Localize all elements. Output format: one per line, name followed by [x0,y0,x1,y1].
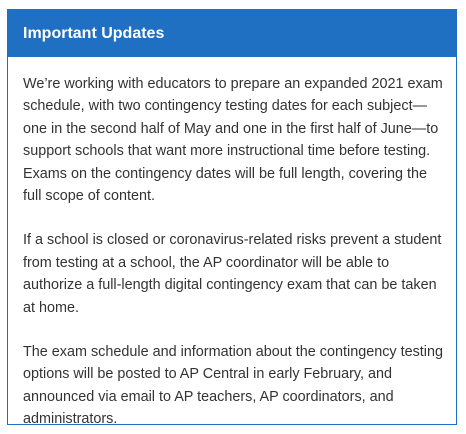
paragraph-exam-schedule: We’re working with educators to prepare an expanded 2021 exam schedule, with two contingency testing dates for each subject—one in the second half of May and one in the first half of June—to support schools that want more instructional time before testing. Exams on the contingency dates will be full length, covering the full scope of content. [23,76,443,205]
card-body [8,57,456,431]
important-updates-card [7,9,457,428]
card-header [8,10,456,57]
paragraph-digital-exam: If a school is closed or coronavirus-related risks prevent a student from testing at a school, the AP coordinator will be able to authorize a full-length digital contingency exam that can be taken at home. [23,232,442,316]
paragraph-announcement: The exam schedule and information about the contingency testing options will be posted to AP Central in early February, and announced via email to AP teachers, AP coordinators, and administrators. [23,344,443,428]
card-title: Important Updates [23,24,165,42]
